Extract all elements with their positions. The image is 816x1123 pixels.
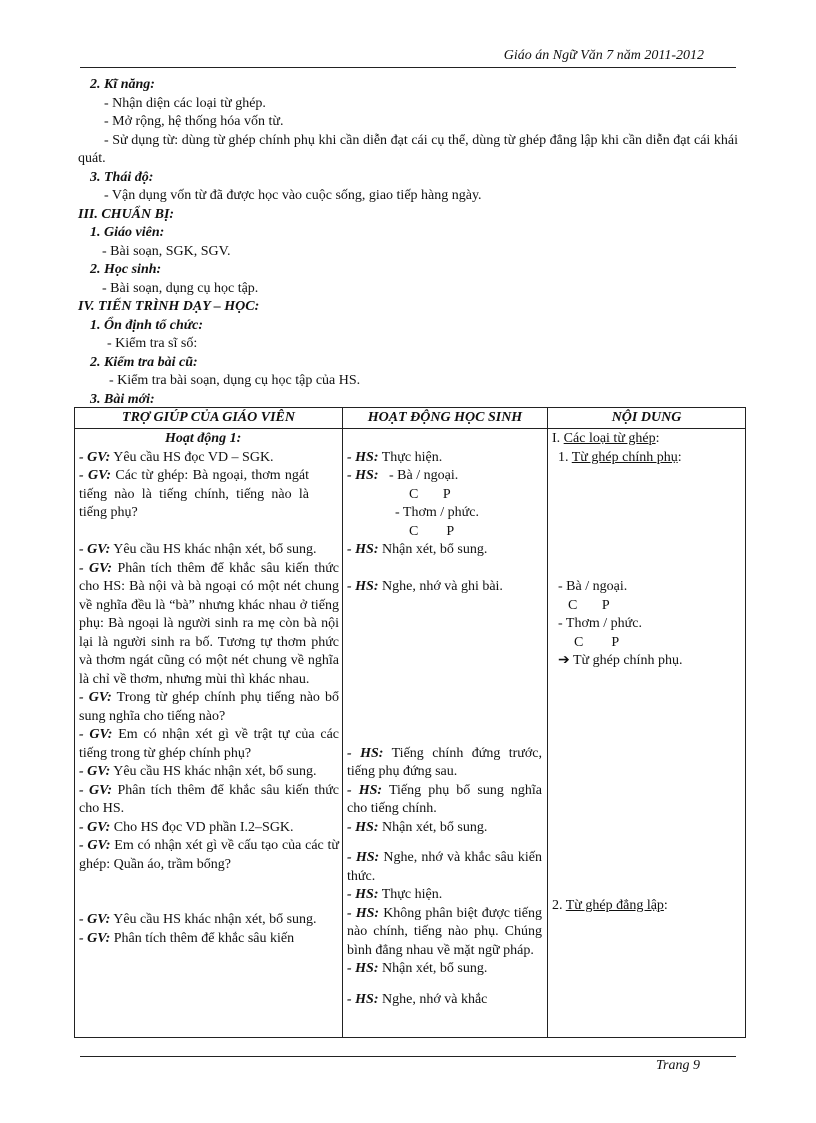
column-divider	[342, 408, 343, 1037]
student-heading: 2. Học sinh:	[90, 262, 162, 277]
student-step: - HS: Nghe, nhớ và ghi bài.	[347, 579, 503, 594]
student-step: - HS: Nghe, nhớ và khắc sâu kiến thức.	[347, 850, 543, 884]
student-column	[347, 430, 542, 1009]
col-header-teacher: TRỢ GIÚP CỦA GIÁO VIÊN	[122, 410, 295, 425]
header-divider	[75, 428, 745, 429]
student-step: - HS: Nhận xét, bổ sung.	[347, 542, 488, 557]
student-step: - HS: Nhận xét, bổ sung.	[347, 819, 488, 835]
teacher-item: - Bài soạn, SGK, SGV.	[102, 243, 231, 259]
col-header-student: HOẠT ĐỘNG HỌC SINH	[367, 410, 523, 425]
new-lesson-heading: 3. Bài mới:	[90, 391, 155, 407]
footer-rule	[80, 1056, 736, 1057]
example-word: - Thơm / phức.	[558, 616, 642, 631]
section-coordinate: 2. Từ ghép đẳng lập:	[552, 897, 668, 913]
org-item: - Kiểm tra sĩ số:	[107, 336, 198, 351]
student-step: - HS: Nghe, nhớ và khắc	[347, 991, 488, 1007]
prep-heading: III. CHUẨN BỊ:	[78, 206, 175, 222]
example-cp-mark: C P	[574, 634, 620, 650]
activity-title: Hoạt động 1:	[165, 431, 242, 446]
arrow-icon: ➔	[558, 653, 570, 668]
lesson-table	[74, 407, 746, 1038]
skill-item: - Nhận diện các loại từ ghép.	[104, 95, 266, 111]
org-heading: 1. Ổn định tổ chức:	[90, 317, 204, 333]
example-cp-mark: C P	[568, 597, 610, 613]
student-cp-mark: C P	[409, 523, 455, 539]
teacher-heading: 1. Giáo viên:	[90, 225, 165, 240]
lesson-intro	[78, 76, 738, 409]
skills-heading: 2. Kĩ năng:	[90, 77, 155, 92]
teacher-column	[79, 430, 339, 948]
teacher-step: - GV: Yêu cầu HS đọc VD – SGK.	[79, 449, 274, 465]
section-types: I. Các loại từ ghép:	[552, 431, 660, 446]
example-word: - Bà / ngoại.	[558, 579, 628, 594]
student-step: - HS: Thực hiện.	[347, 449, 443, 465]
section-main-sub: 1. Từ ghép chính phụ:	[558, 449, 682, 465]
header-rule	[80, 67, 736, 68]
process-heading: IV. TIẾN TRÌNH DẠY – HỌC:	[78, 299, 260, 314]
teacher-step: - GV: Yêu cầu HS khác nhận xét, bổ sung.	[79, 912, 317, 927]
student-cp-mark: C P	[409, 486, 451, 502]
student-item: - Bài soạn, dụng cụ học tập.	[102, 280, 259, 296]
teacher-step: - GV: Em có nhận xét gì về trật tự của các tiếng trong từ ghép chính phụ?	[79, 727, 340, 761]
page-header: Giáo án Ngữ Văn 7 năm 2011-2012	[503, 48, 704, 63]
teacher-step: - GV: Phân tích thêm để khắc sâu kiến	[79, 930, 295, 946]
student-step: - HS: - Bà / ngoại.	[347, 468, 459, 483]
student-step: - HS: Thực hiện.	[347, 887, 443, 902]
page-number: Trang 9	[656, 1058, 700, 1073]
skill-item: - Mở rộng, hệ thống hóa vốn từ.	[104, 114, 284, 129]
student-step: - Thơm / phức.	[395, 505, 479, 520]
student-step: - HS: Nhận xét, bổ sung.	[347, 961, 488, 976]
teacher-step: - GV: Yêu cầu HS khác nhận xét, bổ sung.	[79, 542, 317, 557]
teacher-step: - GV: Yêu cầu HS khác nhận xét, bổ sung.	[79, 764, 317, 779]
column-divider	[547, 408, 548, 1037]
teacher-step: - GV: Phân tích thêm để khắc sâu kiến thức cho HS.	[79, 782, 340, 816]
attitude-heading: 3. Thái độ:	[90, 169, 154, 185]
skill-item: - Sử dụng từ: dùng từ ghép chính phụ khi cần diễn đạt cái cụ thể, dùng từ ghép đẳng lập khi cần diễn đạt cái khái quát.	[78, 132, 738, 166]
student-step: - HS: Không phân biệt được tiếng nào chính, tiếng nào phụ. Chúng bình đẳng nhau về mặt ngữ pháp.	[347, 905, 543, 958]
col-header-content: NỘI DUNG	[611, 410, 682, 425]
content-column	[552, 430, 742, 915]
teacher-step: - GV: Các từ ghép: Bà ngoại, thơm ngát tiếng nào là tiếng chính, tiếng nào là tiếng phụ?	[79, 468, 309, 520]
conclusion: ➔ Từ ghép chính phụ.	[558, 653, 683, 668]
student-step: - HS: Tiếng chính đứng trước, tiếng phụ đứng sau.	[347, 745, 543, 779]
teacher-step: - GV: Phân tích thêm để khắc sâu kiến thức cho HS: Bà nội và bà ngoại có một nét chung về nghĩa đều là “bà” nhưng khác nhau ở tiếng phụ: Bà ngoại là người sinh ra mẹ còn bà nội lại là người sinh ra bố. Tương tự thơm phức và thơm ngát cũng có một nét chung về nghĩa là chỉ về thơm, nhưng mùi thì khác nhau.	[79, 560, 340, 687]
attitude-item: - Vận dụng vốn từ đã được học vào cuộc sống, giao tiếp hàng ngày.	[104, 188, 482, 203]
teacher-step: - GV: Cho HS đọc VD phần I.2–SGK.	[79, 819, 294, 835]
check-item: - Kiểm tra bài soạn, dụng cụ học tập của HS.	[109, 373, 361, 388]
check-heading: 2. Kiểm tra bài cũ:	[90, 354, 198, 370]
teacher-step: - GV: Trong từ ghép chính phụ tiếng nào bổ sung nghĩa cho tiếng nào?	[79, 690, 340, 724]
teacher-step: - GV: Em có nhận xét gì về cấu tạo của các từ ghép: Quần áo, trầm bổng?	[79, 838, 340, 872]
student-step: - HS: Tiếng phụ bổ sung nghĩa cho tiếng chính.	[347, 782, 543, 816]
